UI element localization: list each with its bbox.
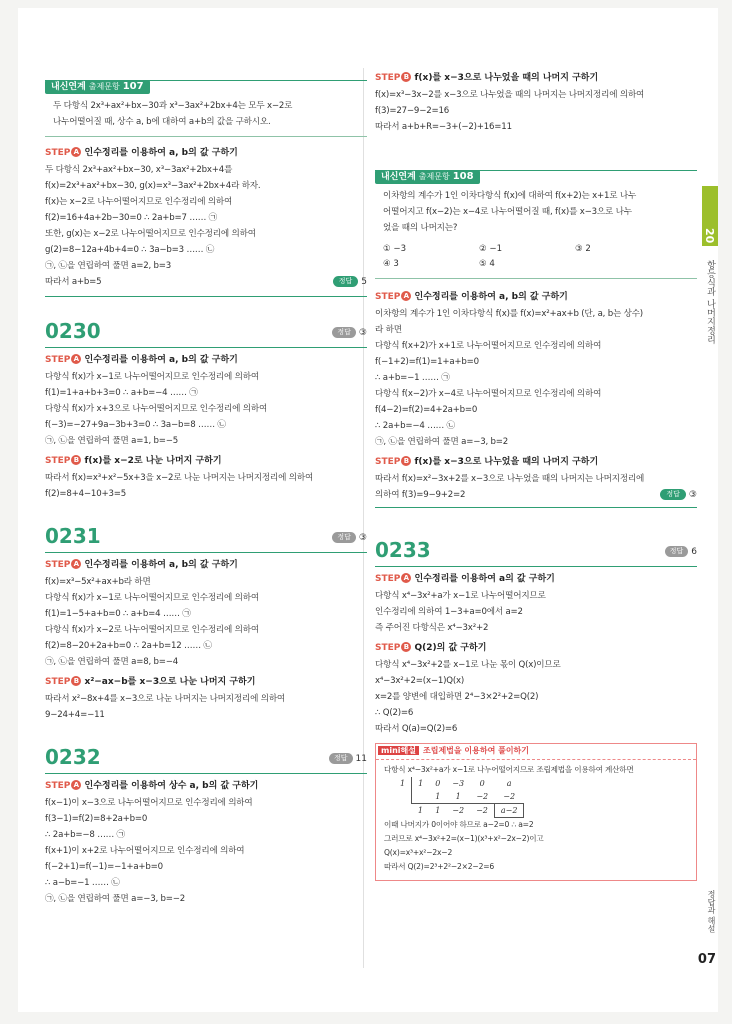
text-line: 두 다항식 2x³+ax²+bx−30과 x³−3ax²+2bx+4는 모두 x−2로 — [53, 101, 293, 111]
text-line: ㉠, ㉡을 연립하여 풀면 a=−3, b=−2 — [45, 894, 186, 904]
text-line: ㉠, ㉡을 연립하여 풀면 a=−3, b=2 — [375, 437, 509, 447]
question-0231 — [45, 524, 367, 723]
text-line: ∴ Q(2)=6 — [375, 708, 414, 718]
bottom-label: 정답과 해설 — [707, 890, 716, 933]
question-number: 0230 — [45, 319, 101, 343]
text-line: 다항식 f(x)가 x−1로 나누어떨어지므로 인수정리에 의하여 — [45, 372, 259, 382]
text-line: 다항식 x⁴−3x²+a가 x−1로 나누어떨어지므로 조립제법을 이용하여 계산하면 — [384, 765, 634, 774]
synthetic-division: 1 1 0 −3 0 a 1 1 −2 −2 1 1 −2 −2 a−2 — [394, 777, 524, 818]
text-line: ∴ a+b=−1 …… ㉠ — [375, 373, 450, 383]
choices — [383, 242, 689, 257]
text-line: 의하여 f(3)=9−9+2=2 — [375, 490, 466, 500]
text-line: f(−3)=−27+9a−3b+3=0 ∴ 3a−b=8 …… ㉡ — [45, 420, 226, 430]
problem-107-continued — [375, 70, 697, 135]
text-line: 어떨어지고 f(x−2)는 x−4로 나누어떨어질 때, f(x)를 x−3으로 나누 — [383, 207, 632, 217]
text-line: f(2)=8−20+2a+b=0 ∴ 2a+b=12 …… ㉡ — [45, 641, 212, 651]
text-line: f(3−1)=f(2)=8+2a+b=0 — [45, 814, 148, 824]
text-line: 었을 때의 나머지는? — [383, 223, 458, 233]
left-column — [45, 8, 367, 907]
chapter-tab: 20 — [702, 186, 718, 246]
step-heading: STEP A 인수정리를 이용하여 a, b의 값 구하기 — [45, 355, 238, 365]
text-line: 다항식 f(x)가 x+3으로 나누어떨어지므로 인수정리에 의하여 — [45, 404, 268, 414]
text-line: ∴ a−b=−1 …… ㉡ — [45, 878, 120, 888]
text-line: ㉠, ㉡을 연립하여 풀면 a=1, b=−5 — [45, 436, 179, 446]
text-line: f(2)=8+4−10+3=5 — [45, 489, 127, 499]
text-line: f(−1+2)=f(1)=1+a+b=0 — [375, 357, 479, 367]
page-number: 07 — [697, 952, 716, 967]
text-line: 이차항의 계수가 1인 이차다항식 f(x)에 대하여 f(x+2)는 x+1로 나누 — [383, 191, 637, 201]
answer-107: 정답 5 — [45, 274, 367, 290]
text-line: ∴ 2a+b=−4 …… ㉡ — [375, 421, 455, 431]
question-0233 — [375, 538, 697, 881]
text-line: 따라서 a+b=5 — [45, 277, 102, 287]
text-line: 따라서 a+b+R=−3+(−2)+16=11 — [375, 122, 512, 132]
text-line: 따라서 Q(2)=2³+2²−2×2−2=6 — [384, 862, 495, 871]
text-line: ① −3 — [383, 244, 407, 254]
text-line: 다항식 x⁴−3x²+2를 x−1로 나눈 몫이 Q(x)이므로 — [375, 660, 561, 670]
step-heading: STEP B f(x)를 x−2로 나눈 나머지 구하기 — [45, 456, 222, 466]
mini-explanation: mini해설 조립제법을 이용하여 풀이하기 다항식 x⁴−3x²+a가 x−1로 나누어떨어지므로 조립제법을 이용하여 계산하면 1 1 0 −3 0 a 1 1 −2 −2 1 1 −2 −2 a−2 이때 나머지가 0이어야 하므로 a−2=0 ∴ a=2 그러므로 x⁴−3x²+2=(x−1)(x³+x²−2x−2)이고 Q(x)=x³+x²−2x−2 따라서 Q(2)=2³+2²−2×2−2=6 — [375, 743, 697, 881]
text-line: 따라서 Q(a)=Q(2)=6 — [375, 724, 458, 734]
text-line: x=2를 양변에 대입하면 2⁴−3×2²+2=Q(2) — [375, 692, 539, 702]
chapter-title: 항등식과 나머지정리 — [705, 260, 715, 344]
step-heading: STEP A 인수정리를 이용하여 a, b의 값 구하기 — [45, 560, 238, 570]
text-line: 다항식 f(x)가 x−1로 나누어떨어지므로 인수정리에 의하여 — [45, 593, 259, 603]
text-line: ㉠, ㉡을 연립하여 풀면 a=8, b=−4 — [45, 657, 179, 667]
text-line: 9−24+4=−11 — [45, 710, 105, 720]
text-line: f(3)=27−9−2=16 — [375, 106, 450, 116]
text-line: f(x−1)이 x−3으로 나누어떨어지므로 인수정리에 의하여 — [45, 798, 253, 808]
text-line: 그러므로 x⁴−3x²+2=(x−1)(x³+x²−2x−2)이고 — [384, 834, 544, 843]
text-line: Q(x)=x³+x²−2x−2 — [384, 848, 453, 857]
step-heading: STEP B f(x)를 x−3으로 나누었을 때의 나머지 구하기 — [375, 73, 599, 83]
text-line: 따라서 x²−8x+4를 x−3으로 나눈 나머지는 나머지정리에 의하여 — [45, 694, 286, 704]
text-line: 인수정리에 의하여 1−3+a=0에서 a=2 — [375, 607, 523, 617]
answer-badge: 정답 11 — [329, 753, 367, 764]
text-line: f(−2+1)=f(−1)=−1+a+b=0 — [45, 862, 163, 872]
text-line: ∴ 2a+b=−8 …… ㉠ — [45, 830, 125, 840]
text-line: ⑤ 4 — [479, 259, 495, 269]
right-column — [375, 8, 697, 881]
text-line: 또한, g(x)는 x−2로 나누어떨어지므로 인수정리에 의하여 — [45, 229, 256, 239]
question-number: 0233 — [375, 538, 431, 562]
text-line: 따라서 f(x)=x²−3x+2를 x−3으로 나누었을 때의 나머지는 나머지정리에 — [375, 474, 645, 484]
question-number: 0232 — [45, 745, 101, 769]
problem-header: 내신연계 출제문항 107 — [45, 80, 150, 94]
step-a-heading: STEP A 인수정리를 이용하여 a, b의 값 구하기 — [45, 148, 238, 158]
step-heading: STEP A 인수정리를 이용하여 a의 값 구하기 — [375, 574, 555, 584]
text-line: ㉠, ㉡을 연립하여 풀면 a=2, b=3 — [45, 261, 172, 271]
text-line: g(2)=8−12a+4b+4=0 ∴ 3a−b=3 …… ㉡ — [45, 245, 215, 255]
problem-text — [375, 184, 697, 279]
text-line: x⁴−3x²+2=(x−1)Q(x) — [375, 676, 465, 686]
question-0230 — [45, 319, 367, 502]
choices — [383, 257, 689, 272]
answer-badge: 정답 ③ — [332, 327, 367, 338]
page — [18, 8, 718, 1012]
step-heading: STEP B x²−ax−b를 x−3으로 나눈 나머지 구하기 — [45, 677, 256, 687]
text-line: 라 하면 — [375, 325, 402, 335]
text-line: 이때 나머지가 0이어야 하므로 a−2=0 ∴ a=2 — [384, 820, 534, 829]
text-line: 다항식 x⁴−3x²+a가 x−1로 나누어떨어지므로 — [375, 591, 546, 601]
answer-108: 정답 ③ — [375, 487, 697, 503]
text-line: 따라서 f(x)=x³+x²−5x+3을 x−2로 나눈 나머지는 나머지정리에 의하여 — [45, 473, 314, 483]
step-heading: STEP A 인수정리를 이용하여 상수 a, b의 값 구하기 — [45, 781, 259, 791]
question-number: 0231 — [45, 524, 101, 548]
step-heading: STEP B f(x)를 x−3으로 나누었을 때의 나머지 구하기 — [375, 457, 599, 467]
step-heading: STEP A 인수정리를 이용하여 a, b의 값 구하기 — [375, 292, 568, 302]
problem-107 — [45, 73, 367, 297]
answer-badge: 정답 6 — [665, 546, 697, 557]
problem-text — [45, 94, 367, 137]
answer-badge: 정답 ③ — [332, 532, 367, 543]
text-line: ④ 3 — [383, 259, 399, 269]
text-line: ② −1 — [479, 244, 503, 254]
text-line: f(x)=x³−5x²+ax+b라 하면 — [45, 577, 151, 587]
text-line: 즉 주어진 다항식은 x⁴−3x²+2 — [375, 623, 489, 633]
text-line: 이차항의 계수가 1인 이차다항식 f(x)를 f(x)=x²+ax+b (단, a, b는 상수) — [375, 309, 643, 319]
text-line: f(4−2)=f(2)=4+2a+b=0 — [375, 405, 478, 415]
text-line: f(x)=x³−3x−2를 x−3으로 나누었을 때의 나머지는 나머지정리에 의하여 — [375, 90, 645, 100]
problem-header: 내신연계 출제문항 108 — [375, 170, 480, 184]
problem-108 — [375, 163, 697, 508]
text-line: 다항식 f(x+2)가 x+1로 나누어떨어지므로 인수정리에 의하여 — [375, 341, 602, 351]
text-line: f(x+1)이 x+2로 나누어떨어지므로 인수정리에 의하여 — [45, 846, 245, 856]
text-line: f(x)=2x³+ax²+bx−30, g(x)=x³−3ax²+2bx+4라 하자. — [45, 181, 261, 191]
text-line: ③ 2 — [575, 244, 591, 254]
text-line: 두 다항식 2x³+ax²+bx−30, x³−3ax²+2bx+4를 — [45, 165, 233, 175]
text-line: f(1)=1+a+b+3=0 ∴ a+b=−4 …… ㉠ — [45, 388, 198, 398]
text-line: 나누어떨어질 때, 상수 a, b에 대하여 a+b의 값을 구하시오. — [53, 117, 271, 127]
text-line: 다항식 f(x−2)가 x−4로 나누어떨어지므로 인수정리에 의하여 — [375, 389, 602, 399]
question-0232 — [45, 745, 367, 907]
text-line: 다항식 f(x)가 x−2로 나누어떨어지므로 인수정리에 의하여 — [45, 625, 259, 635]
text-line: f(x)는 x−2로 나누어떨어지므로 인수정리에 의하여 — [45, 197, 233, 207]
text-line: f(2)=16+4a+2b−30=0 ∴ 2a+b=7 …… ㉠ — [45, 213, 218, 223]
step-heading: STEP B Q(2)의 값 구하기 — [375, 643, 487, 653]
text-line: f(1)=1−5+a+b=0 ∴ a+b=4 …… ㉠ — [45, 609, 191, 619]
